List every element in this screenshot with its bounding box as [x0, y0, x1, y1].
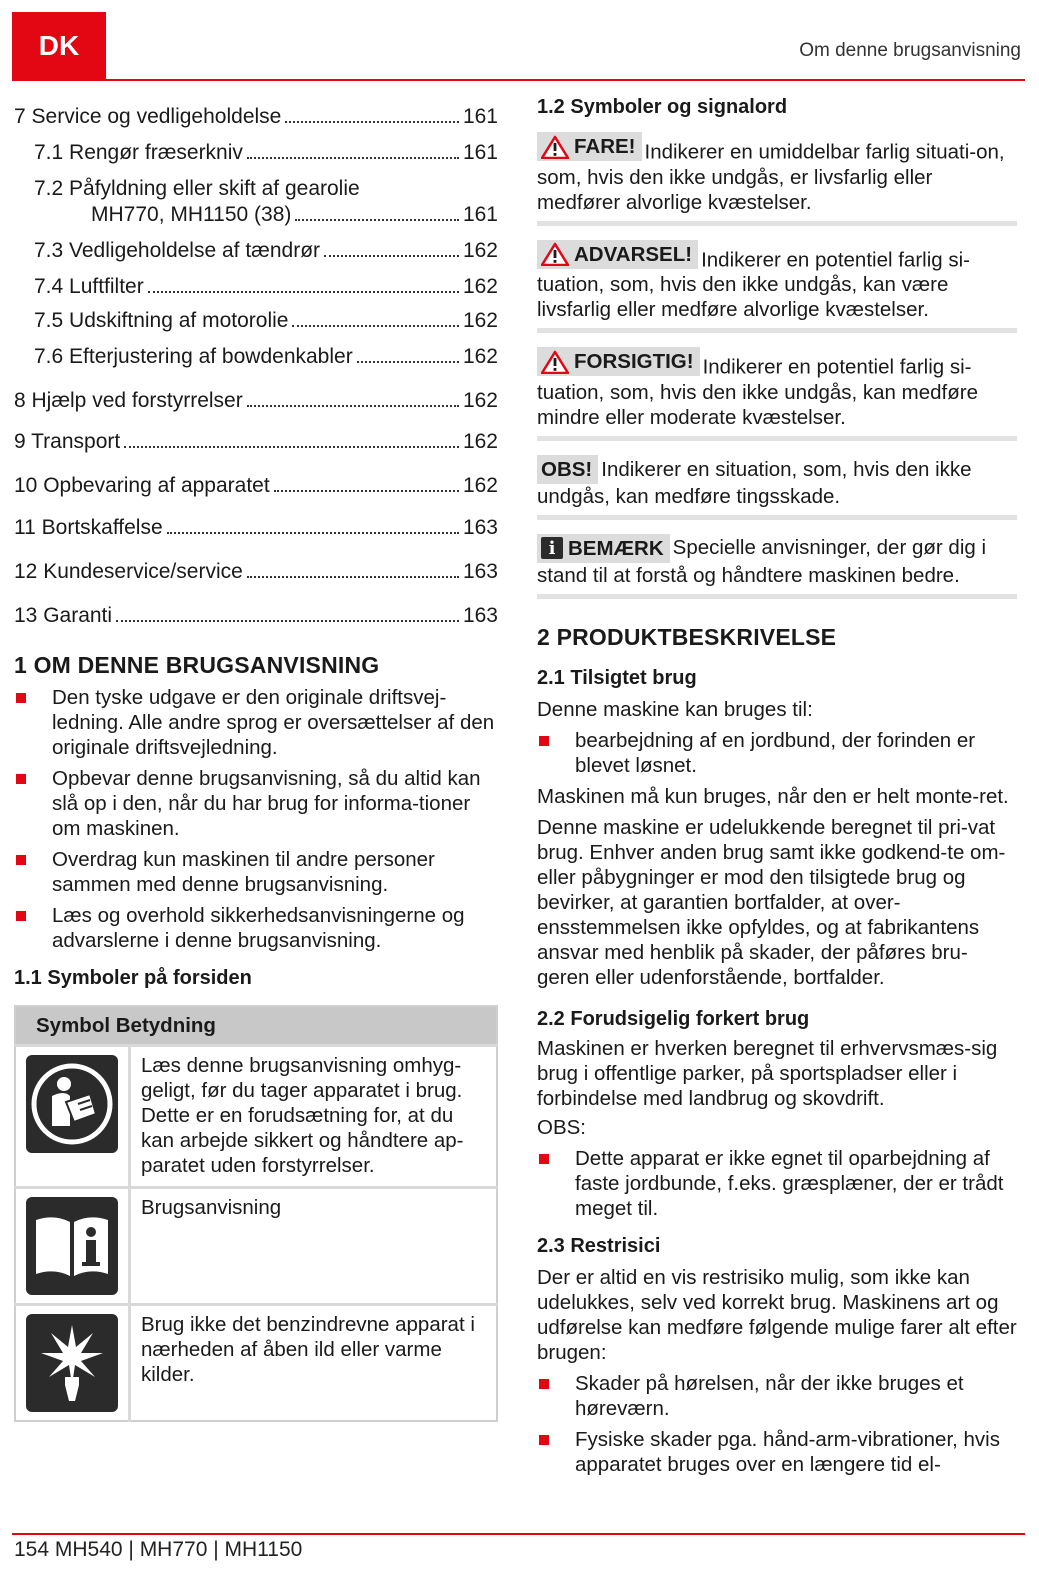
no-fire-icon — [26, 1314, 118, 1412]
page-footer: 154 MH540 | MH770 | MH1150 — [14, 1538, 303, 1561]
toc-item-8[interactable]: 8 Hjælp ved forstyrrelser 162 — [14, 389, 498, 412]
signal-word-advarsel: ADVARSEL! — [574, 242, 693, 266]
symbol-table — [14, 1005, 498, 1422]
section-2-1-heading: 2.1 Tilsigtet brug — [537, 666, 697, 689]
bullet-square-icon — [539, 1379, 549, 1389]
signal-word-fare: FARE! — [574, 135, 636, 158]
toc-item-12[interactable]: 12 Kundeservice/service 163 — [14, 560, 498, 583]
manual-book-icon — [26, 1197, 118, 1295]
toc-item-13[interactable]: 13 Garanti 163 — [14, 604, 498, 627]
bullet-square-icon — [539, 1435, 549, 1445]
toc-item-9[interactable]: 9 Transport 162 — [14, 430, 498, 453]
read-manual-icon — [26, 1055, 118, 1153]
signal-word-obs: OBS! — [537, 455, 598, 484]
section-2-heading: 2 PRODUKTBESKRIVELSE — [537, 623, 837, 650]
warning-triangle-icon — [541, 135, 569, 159]
warning-triangle-icon — [541, 242, 569, 266]
toc-item-11[interactable]: 11 Bortskaffelse 163 — [14, 516, 498, 539]
list-item: Dette apparat er ikke egnet til oparbejdning af faste jordbunde, f.eks. græsplæner, der er trådt meget til. — [537, 1146, 1017, 1221]
section-1-list — [14, 685, 498, 953]
info-icon: i — [541, 537, 563, 559]
toc-item-7-4[interactable]: 7.4 Luftfilter 162 — [34, 275, 498, 298]
signal-word-forsigtig: FORSIGTIG! — [574, 350, 694, 373]
list-item: Den tyske udgave er den originale driftsvej-ledning. Alle andre sprog er oversættelser af den originale driftsvejledning. — [14, 685, 498, 760]
signal-obs: OBS! Indikerer en situation, som, hvis den ikke undgås, kan medføre tingsskade. — [537, 455, 1017, 520]
section-2-2-heading: 2.2 Forudsigelig forkert brug — [537, 1007, 810, 1030]
footer-rule — [12, 1533, 1025, 1535]
toc-item-7-5[interactable]: 7.5 Udskiftning af motorolie 162 — [34, 309, 498, 332]
signal-word-bemaerk: BEMÆRK — [568, 536, 664, 560]
list-item: Overdrag kun maskinen til andre personer sammen med denne brugsanvisning. — [14, 847, 498, 897]
bullet-square-icon — [16, 911, 26, 921]
section-2-3-heading: 2.3 Restrisici — [537, 1234, 661, 1257]
language-tab — [12, 12, 106, 80]
running-header: Om denne brugsanvisning — [799, 40, 1021, 61]
signal-bemaerk: i BEMÆRK Specielle anvisninger, der gør dig i stand til at forstå og håndtere maskinen bedre. — [537, 534, 1017, 599]
list-item: Opbevar denne brugsanvisning, så du altid kan slå op i den, når du har brug for informa-tioner om maskinen. — [14, 766, 498, 841]
signal-advarsel: ADVARSEL! Indikerer en potentiel farlig si-tuation, som, hvis den ikke undgås, kan være livsfarlig eller medføre alvorlige kvæstelser. — [537, 240, 1017, 334]
signal-forsigtig: FORSIGTIG! Indikerer en potentiel farlig si-tuation, som, hvis den ikke undgås, kan medføre mindre eller moderate kvæstelser. — [537, 347, 1017, 441]
section-1-1-heading: 1.1 Symboler på forsiden — [14, 967, 252, 989]
toc-item-7-1[interactable]: 7.1 Rengør fræserkniv 161 — [34, 141, 498, 164]
bullet-square-icon — [539, 736, 549, 746]
signal-fare: FARE! Indikerer en umiddelbar farlig situati-on, som, hvis den ikke undgås, er livsfarlig eller medfører alvorlige kvæstelser. — [537, 132, 1017, 226]
bullet-square-icon — [16, 774, 26, 784]
list-item: Skader på hørelsen, når der ikke bruges et høreværn. — [537, 1371, 1017, 1421]
list-item: bearbejdning af en jordbund, der forinden er blevet løsnet. — [537, 728, 1017, 778]
table-row: Læs denne brugsanvisning omhyg-geligt, før du tager apparatet i brug. Dette er en forudsætning for, at du kan arbejde sikkert og håndtere ap-paratet uden forstyrrelser. — [15, 1046, 497, 1188]
left-column — [14, 100, 498, 1422]
table-row: Brugsanvisning — [15, 1188, 497, 1305]
header-rule — [12, 79, 1025, 81]
bullet-square-icon — [16, 855, 26, 865]
toc-item-7-2[interactable]: 7.2 Påfyldning eller skift af gearolie MH770, MH1150 (38) 161 — [34, 177, 498, 226]
bullet-square-icon — [16, 693, 26, 703]
toc-item-7[interactable]: 7 Service og vedligeholdelse 161 — [14, 105, 498, 128]
list-item: Fysiske skader pga. hånd-arm-vibrationer, hvis apparatet bruges over en længere tid el- — [537, 1427, 1017, 1477]
warning-triangle-icon — [541, 350, 569, 374]
toc-item-7-6[interactable]: 7.6 Efterjustering af bowdenkabler 162 — [34, 345, 498, 368]
section-1-heading: 1 OM DENNE BRUGSANVISNING — [14, 652, 380, 678]
toc-item-7-3[interactable]: 7.3 Vedligeholdelse af tændrør 162 — [34, 239, 498, 262]
list-item: Læs og overhold sikkerhedsanvisningerne og advarslerne i denne brugsanvisning. — [14, 903, 498, 953]
table-row: Brug ikke det benzindrevne apparat i nærheden af åben ild eller varme kilder. — [15, 1305, 497, 1422]
language-code: DK — [38, 30, 80, 61]
bullet-square-icon — [539, 1154, 549, 1164]
table-of-contents — [14, 104, 498, 629]
right-column: 1.2 Symboler og signalord FARE! Indikerer en umiddelbar farlig situati-on, som, hvis den ikke undgås, er livsfarlig eller medfører alvorlige kvæstelser. ADVARSEL! Indikerer en potentiel farlig si-tuation, som, hvis den ikke undgås, kan være livsfarlig eller medføre alvorlige kvæstelser. FORSIGTIG! Indikerer en potentiel farlig si-tuation, som, hvis den ikke undgås, kan medføre mindre eller moderate kvæstelser. OBS! Indikerer en situation, som, hvis den ikke undgås, kan medføre tingsskade. i BEMÆRK Specielle anvisninger, der gør dig i stand til at forstå og håndtere maskinen bedre. 2 PRODUKTBESKRIVELSE 2.1 Tilsigtet brug Denne maskine kan bruges til: bearbejdning af en jordbund, der forinden er blevet løsnet. Maskinen må kun bruges, når den er helt monte-ret. Denne maskine er udelukkende beregnet til pri-vat brug. Enhver anden brug samt ikke godkend-te om- eller påbygninger er mod den tilsigtede brug og bevirker, at garantien bortfalder, at over-ensstemmelsen ikke opfyldes, og at fabrikantens ansvar med henblik på skader, der påføres bru-geren eller udenforstående, bortfalder. 2.2 Forudsigelig forkert brug Maskinen er hverken beregnet til erhvervsmæs-sig brug i offentlige parker, på sportspladser eller i forbindelse med landbrug og skovdrift. OBS: Dette apparat er ikke egnet til oparbejdning af faste jordbunde, f.eks. græsplæner, der er trådt meget til. 2.3 Restrisici Der er altid en vis restrisiko mulig, som ikke kan udelukkes, selv ved korrekt brug. Maskinens art og udførelse kan medføre følgende mulige farer alt efter brugen: Skader på hørelsen, når der ikke bruges et høreværn. Fysiske skader pga. hånd-arm-vibrationer, hvis apparatet bruges over en længere tid el- — [537, 96, 1017, 1476]
symbol-table-header: Symbol Betydning — [15, 1006, 497, 1046]
toc-item-10[interactable]: 10 Opbevaring af apparatet 162 — [14, 474, 498, 497]
section-1-2-heading: 1.2 Symboler og signalord — [537, 96, 788, 118]
